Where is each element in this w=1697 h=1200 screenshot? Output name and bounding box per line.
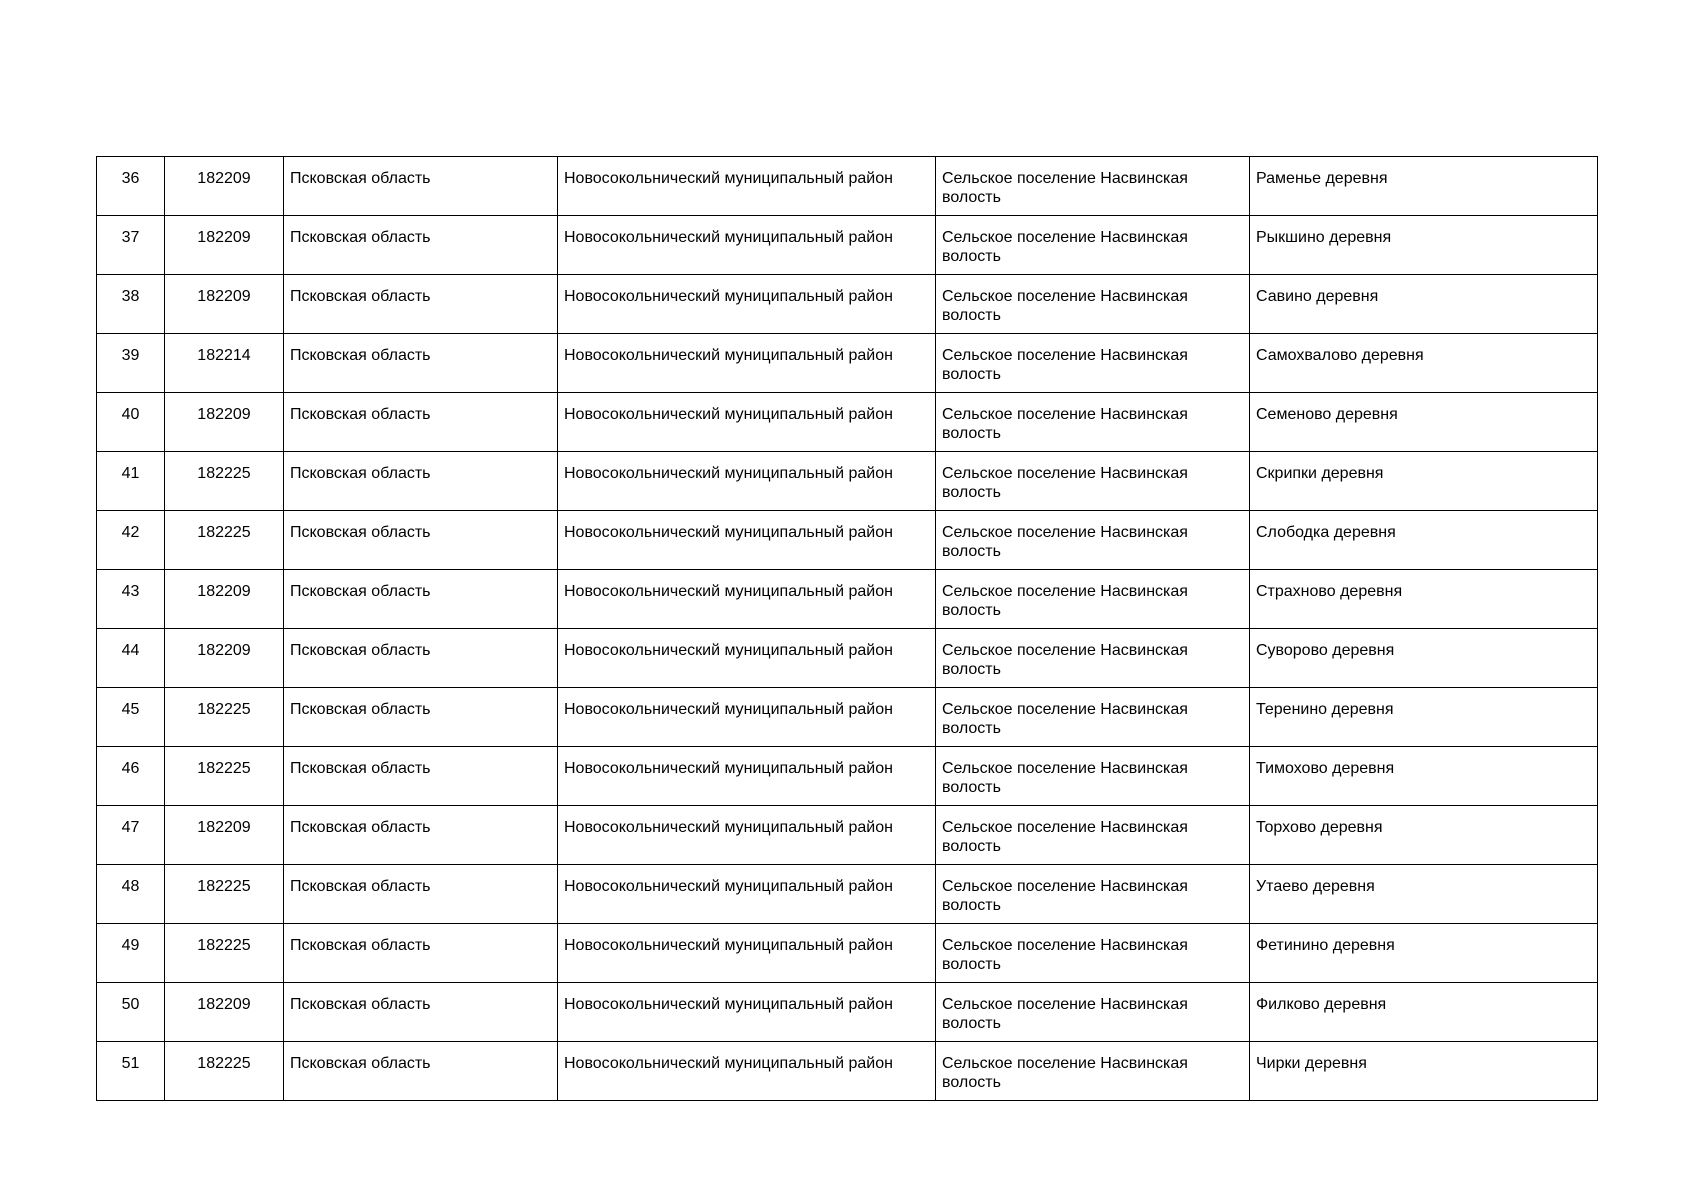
district-cell: Новосокольнический муниципальный район bbox=[558, 1042, 936, 1101]
settlement-cell: Сельское поселение Насвинская волость bbox=[936, 511, 1250, 570]
table-row bbox=[97, 275, 1598, 334]
locality-cell: Филково деревня bbox=[1250, 983, 1598, 1042]
row-number-cell: 36 bbox=[97, 157, 165, 216]
district-cell: Новосокольнический муниципальный район bbox=[558, 688, 936, 747]
postal-code-cell: 182209 bbox=[165, 629, 284, 688]
district-cell: Новосокольнический муниципальный район bbox=[558, 924, 936, 983]
district-cell: Новосокольнический муниципальный район bbox=[558, 452, 936, 511]
table-row bbox=[97, 511, 1598, 570]
locality-cell: Торхово деревня bbox=[1250, 806, 1598, 865]
settlement-cell: Сельское поселение Насвинская волость bbox=[936, 806, 1250, 865]
district-cell: Новосокольнический муниципальный район bbox=[558, 157, 936, 216]
table-row bbox=[97, 629, 1598, 688]
district-cell: Новосокольнический муниципальный район bbox=[558, 334, 936, 393]
region-cell: Псковская область bbox=[284, 983, 558, 1042]
row-number-cell: 51 bbox=[97, 1042, 165, 1101]
postal-code-cell: 182209 bbox=[165, 806, 284, 865]
locality-cell: Страхново деревня bbox=[1250, 570, 1598, 629]
locality-cell: Скрипки деревня bbox=[1250, 452, 1598, 511]
region-cell: Псковская область bbox=[284, 334, 558, 393]
settlement-cell: Сельское поселение Насвинская волость bbox=[936, 275, 1250, 334]
district-cell: Новосокольнический муниципальный район bbox=[558, 983, 936, 1042]
postal-code-cell: 182225 bbox=[165, 747, 284, 806]
address-table-body bbox=[97, 157, 1598, 1101]
region-cell: Псковская область bbox=[284, 865, 558, 924]
settlement-cell: Сельское поселение Насвинская волость bbox=[936, 983, 1250, 1042]
table-row bbox=[97, 393, 1598, 452]
row-number-cell: 49 bbox=[97, 924, 165, 983]
locality-cell: Теренино деревня bbox=[1250, 688, 1598, 747]
postal-code-cell: 182225 bbox=[165, 452, 284, 511]
table-row bbox=[97, 157, 1598, 216]
district-cell: Новосокольнический муниципальный район bbox=[558, 747, 936, 806]
settlement-cell: Сельское поселение Насвинская волость bbox=[936, 452, 1250, 511]
locality-cell: Чирки деревня bbox=[1250, 1042, 1598, 1101]
locality-cell: Рыкшино деревня bbox=[1250, 216, 1598, 275]
table-row bbox=[97, 983, 1598, 1042]
region-cell: Псковская область bbox=[284, 806, 558, 865]
table-row bbox=[97, 216, 1598, 275]
settlement-cell: Сельское поселение Насвинская волость bbox=[936, 157, 1250, 216]
row-number-cell: 39 bbox=[97, 334, 165, 393]
row-number-cell: 42 bbox=[97, 511, 165, 570]
district-cell: Новосокольнический муниципальный район bbox=[558, 570, 936, 629]
locality-cell: Суворово деревня bbox=[1250, 629, 1598, 688]
row-number-cell: 44 bbox=[97, 629, 165, 688]
region-cell: Псковская область bbox=[284, 275, 558, 334]
region-cell: Псковская область bbox=[284, 157, 558, 216]
locality-cell: Фетинино деревня bbox=[1250, 924, 1598, 983]
row-number-cell: 47 bbox=[97, 806, 165, 865]
locality-cell: Слободка деревня bbox=[1250, 511, 1598, 570]
region-cell: Псковская область bbox=[284, 924, 558, 983]
region-cell: Псковская область bbox=[284, 688, 558, 747]
region-cell: Псковская область bbox=[284, 216, 558, 275]
address-table bbox=[96, 156, 1598, 1101]
postal-code-cell: 182209 bbox=[165, 157, 284, 216]
region-cell: Псковская область bbox=[284, 393, 558, 452]
row-number-cell: 38 bbox=[97, 275, 165, 334]
locality-cell: Раменье деревня bbox=[1250, 157, 1598, 216]
table-row bbox=[97, 924, 1598, 983]
postal-code-cell: 182225 bbox=[165, 688, 284, 747]
district-cell: Новосокольнический муниципальный район bbox=[558, 511, 936, 570]
row-number-cell: 50 bbox=[97, 983, 165, 1042]
region-cell: Псковская область bbox=[284, 1042, 558, 1101]
settlement-cell: Сельское поселение Насвинская волость bbox=[936, 393, 1250, 452]
settlement-cell: Сельское поселение Насвинская волость bbox=[936, 1042, 1250, 1101]
region-cell: Псковская область bbox=[284, 511, 558, 570]
region-cell: Псковская область bbox=[284, 629, 558, 688]
table-row bbox=[97, 452, 1598, 511]
settlement-cell: Сельское поселение Насвинская волость bbox=[936, 629, 1250, 688]
locality-cell: Савино деревня bbox=[1250, 275, 1598, 334]
settlement-cell: Сельское поселение Насвинская волость bbox=[936, 688, 1250, 747]
district-cell: Новосокольнический муниципальный район bbox=[558, 806, 936, 865]
settlement-cell: Сельское поселение Насвинская волость bbox=[936, 747, 1250, 806]
region-cell: Псковская область bbox=[284, 452, 558, 511]
postal-code-cell: 182209 bbox=[165, 570, 284, 629]
table-row bbox=[97, 570, 1598, 629]
row-number-cell: 48 bbox=[97, 865, 165, 924]
district-cell: Новосокольнический муниципальный район bbox=[558, 629, 936, 688]
postal-code-cell: 182214 bbox=[165, 334, 284, 393]
table-row bbox=[97, 806, 1598, 865]
table-row bbox=[97, 865, 1598, 924]
row-number-cell: 40 bbox=[97, 393, 165, 452]
locality-cell: Утаево деревня bbox=[1250, 865, 1598, 924]
row-number-cell: 46 bbox=[97, 747, 165, 806]
postal-code-cell: 182225 bbox=[165, 511, 284, 570]
table-row bbox=[97, 1042, 1598, 1101]
settlement-cell: Сельское поселение Насвинская волость bbox=[936, 570, 1250, 629]
postal-code-cell: 182209 bbox=[165, 216, 284, 275]
locality-cell: Семеново деревня bbox=[1250, 393, 1598, 452]
settlement-cell: Сельское поселение Насвинская волость bbox=[936, 216, 1250, 275]
region-cell: Псковская область bbox=[284, 747, 558, 806]
postal-code-cell: 182225 bbox=[165, 865, 284, 924]
district-cell: Новосокольнический муниципальный район bbox=[558, 865, 936, 924]
postal-code-cell: 182225 bbox=[165, 1042, 284, 1101]
locality-cell: Тимохово деревня bbox=[1250, 747, 1598, 806]
postal-code-cell: 182209 bbox=[165, 393, 284, 452]
locality-cell: Самохвалово деревня bbox=[1250, 334, 1598, 393]
table-row bbox=[97, 747, 1598, 806]
postal-code-cell: 182209 bbox=[165, 983, 284, 1042]
table-row bbox=[97, 688, 1598, 747]
row-number-cell: 43 bbox=[97, 570, 165, 629]
district-cell: Новосокольнический муниципальный район bbox=[558, 275, 936, 334]
postal-code-cell: 182209 bbox=[165, 275, 284, 334]
district-cell: Новосокольнический муниципальный район bbox=[558, 393, 936, 452]
table-row bbox=[97, 334, 1598, 393]
settlement-cell: Сельское поселение Насвинская волость bbox=[936, 924, 1250, 983]
row-number-cell: 41 bbox=[97, 452, 165, 511]
region-cell: Псковская область bbox=[284, 570, 558, 629]
row-number-cell: 45 bbox=[97, 688, 165, 747]
row-number-cell: 37 bbox=[97, 216, 165, 275]
district-cell: Новосокольнический муниципальный район bbox=[558, 216, 936, 275]
settlement-cell: Сельское поселение Насвинская волость bbox=[936, 334, 1250, 393]
postal-code-cell: 182225 bbox=[165, 924, 284, 983]
settlement-cell: Сельское поселение Насвинская волость bbox=[936, 865, 1250, 924]
